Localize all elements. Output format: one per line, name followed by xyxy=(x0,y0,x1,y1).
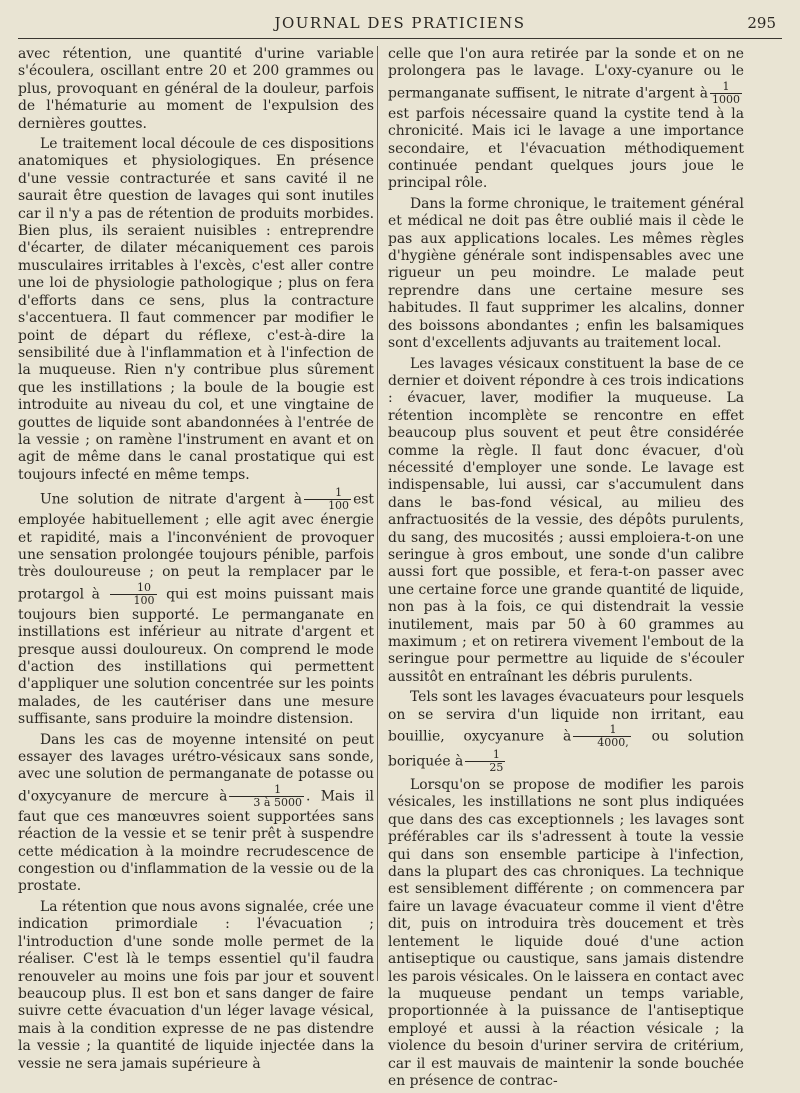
fraction-denominator: 25 xyxy=(489,761,504,775)
fraction xyxy=(465,749,505,774)
text-run: Tels sont les lavages évacuateurs pour lesquels on se servira d'un liquide non irritant, eau bouillie, oxycyanure à xyxy=(388,689,744,745)
paragraph: La rétention que nous avons signalée, crée une indication primordiale : l'évacuation ; l'introduction d'une sonde molle permet de la réaliser. C'est là le temps essentiel qu'il faudra renouveler au moins une fois par jour et souvent beaucoup plus. Il est bon et sans danger de faire suivre cette évacuation d'un léger lavage vésical, mais à la condition expresse de ne pas distendre la vessie ; la quantité de liquide injectée dans la vessie ne sera jamais supérieure à xyxy=(18,898,374,1072)
fraction-numerator: 1 xyxy=(465,749,505,762)
text-run: qui est moins puissant mais toujours bien supporté. Le permanganate en instillations est inférieur au nitrate d'argent et presque aussi douloureux. On comprend le mode d'action des instillations qui permettent d'appliquer une solution concentrée sur les points malades, de les cautériser dans une mesure suffisante, sans produire la moindre distension. xyxy=(18,586,375,728)
fraction-numerator: 1 xyxy=(573,724,631,737)
fraction-denominator: 3 à 5000 xyxy=(253,795,302,809)
journal-title: JOURNAL DES PRATICIENS xyxy=(274,14,526,32)
fraction xyxy=(229,784,304,809)
running-header xyxy=(18,8,782,39)
paragraph xyxy=(388,46,744,193)
paragraph: Le traitement local découle de ces dispositions anatomiques et physiologiques. En présence d'une vessie contracturée et sans cavité il ne saurait être question de lavages qui sont inutiles car il n'y a pas de rétention de produits morbides. Bien plus, ils seraient nuisibles : entreprendre d'écarter, de dilater mécaniquement ces parois musculaires irritables à l'excès, c'est aller contre une loi de physiologie pathologique ; plus on fera d'efforts dans ce sens, plus la contracture s'accentuera. Il faut commencer par modifier le point de départ du réflexe, c'est-à-dire la sensibilité due à l'inflammation et à l'infection de la muqueuse. Rien n'y contribue plus sûrement que les instillations ; la boule de la bougie est introduite au niveau du col, et une vingtaine de gouttes de liquide sont abandonnées à l'entrée de la vessie ; on ramène l'instrument en avant et on agit de même dans le canal prostatique qui est toujours infecté en même temps. xyxy=(18,136,374,483)
text-run: celle que l'on aura retirée par la sonde et on ne prolongera pas le lavage. L'oxy-cyanure ou le permanganate suffisent, le nitrate d'argent à xyxy=(388,46,744,102)
fraction xyxy=(710,81,742,106)
paragraph: Lorsqu'on se propose de modifier les parois vésicales, les instillations ne sont plus indiquées que dans des cas exceptionnels ; les lavages sont préférables car ils s'adressent à toute la vessie qui dans son ensemble participe à l'infection, dans la plupart des cas chroniques. La technique est sensiblement différente ; on commencera par faire un lavage évacuateur comme il vient d'être dit, puis on introduira très doucement et très lentement le liquide doué d'une action antiseptique ou caustique, sans jamais distendre les parois vésicales. On le laissera en contact avec la muqueuse pendant un temps variable, proportionnée à la puissance de l'antiseptique employé et aussi à la réaction vésicale ; la violence du besoin d'uriner servira de critérium, car il est mauvais de maintenir la sonde bouchée en présence de contrac- xyxy=(388,777,744,1089)
fraction-denominator: 100 xyxy=(328,499,350,513)
fraction xyxy=(304,487,351,512)
page-number: 295 xyxy=(747,14,776,32)
fraction-denominator: 1000 xyxy=(712,92,740,106)
left-column xyxy=(18,46,374,1076)
right-column xyxy=(388,46,744,1093)
fraction-numerator: 1 xyxy=(710,81,742,94)
fraction-numerator: 10 xyxy=(110,582,157,595)
column-divider xyxy=(377,46,378,981)
paragraph: Dans la forme chronique, le traitement général et médical ne doit pas être oublié mais il cède le pas aux applications locales. Les mêmes règles d'hygiène générale sont indispensables avec une rigueur un peu moindre. Le malade peut reprendre dans une certaine mesure ses habitudes. Il faut supprimer les alcalins, donner des boissons abondantes ; enfin les balsamiques sont d'excellents adjuvants au traitement local. xyxy=(388,195,744,352)
text-run: Dans les cas de moyenne intensité on peut essayer des lavages urétro-vésicaux sans sonde, avec une solution de permanganate de potasse ou d'oxycyanure de mercure à xyxy=(18,731,374,805)
fraction xyxy=(110,582,157,607)
fraction xyxy=(573,724,631,749)
paragraph xyxy=(18,487,374,728)
text-run: ou solution boriquée à xyxy=(388,728,744,770)
paragraph xyxy=(18,732,374,896)
fraction-denominator: 100 xyxy=(133,593,155,607)
fraction-denominator: 4000, xyxy=(597,736,629,750)
text-run: est parfois nécessaire quand la cystite tend à la chronicité. Mais ici le lavage a une importance secondaire, et l'évacuation méthodiquement continuée pendant quelques jours joue le principal rôle. xyxy=(388,105,744,192)
text-run: . Mais il faut que ces manœuvres soient supportées sans réaction de la vessie et se tenir prêt à suspendre cette médication à la moindre recrudescence de congestion ou d'inflammation de la vessie ou de la prostate. xyxy=(18,788,374,895)
paragraph: avec rétention, une quantité d'urine variable s'écoulera, oscillant entre 20 et 200 grammes ou plus, provoquant en général de la douleur, parfois de l'hématurie au moment de l'expulsion des dernières gouttes. xyxy=(18,46,374,132)
fraction-numerator: 1 xyxy=(304,487,351,500)
text-run: est employée habituellement ; elle agit avec énergie et rapidité, mais a l'inconvénient de provoquer une sensation prolongée toujours pénible, parfois très douloureuse ; on peut la remplacer par le protargol à xyxy=(18,491,374,603)
text-run: Une solution de nitrate d'argent à xyxy=(40,491,303,508)
fraction-numerator: 1 xyxy=(229,784,304,797)
paragraph: Les lavages vésicaux constituent la base de ce dernier et doivent répondre à ces trois indications : évacuer, laver, modifier la muqueuse. La rétention incomplète se rencontre en effet beaucoup plus souvent et peut être considérée comme la règle. Il faut donc évacuer, d'où nécessité d'employer une sonde. Le lavage est indispensable, lui aussi, car s'accumulent dans dans le bas-fond vésical, au milieu des anfractuosités de la vessie, des dépôts purulents, du sang, des mucosités ; aussi emploiera-t-on une seringue à gros embout, une sonde d'un calibre aussi fort que possible, et fera-t-on passer avec une certaine force une grande quantité de liquide, non pas à la fois, ce qui distendrait la vessie inutilement, mais par 50 à 60 grammes au maximum ; et on retirera vivement l'embout de la seringue pour permettre au liquide de s'écouler aussitôt en entraînant les débris purulents. xyxy=(388,355,744,685)
paragraph xyxy=(388,689,744,774)
